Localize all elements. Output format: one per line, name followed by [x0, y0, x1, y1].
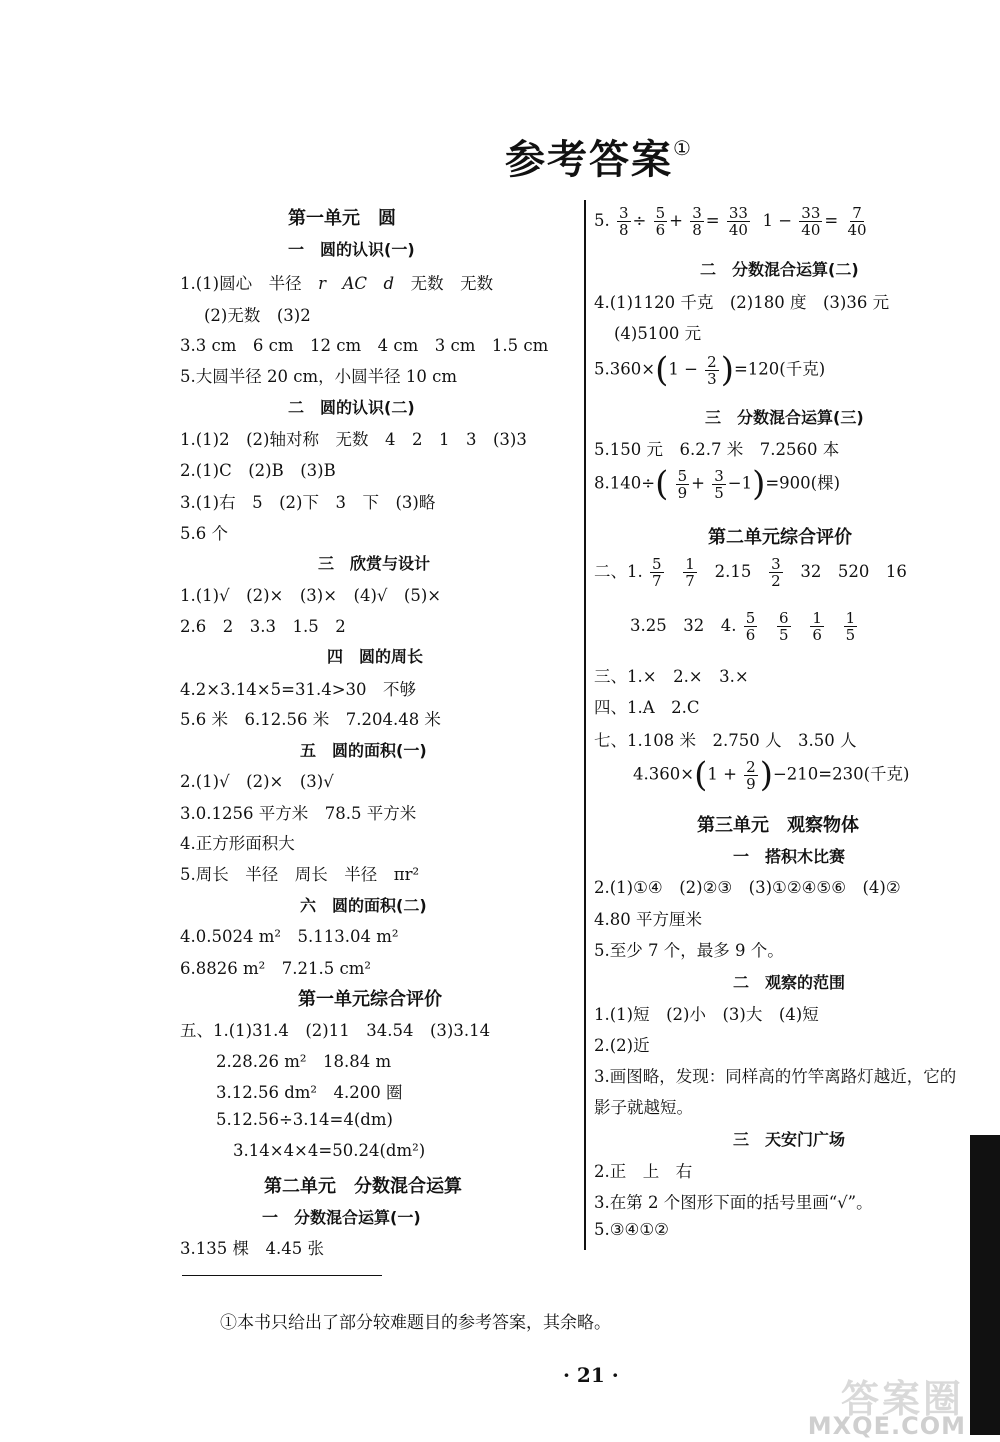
section-title: 一 分数混合运算(一) — [262, 1208, 421, 1227]
answer-line: 5.周长 半径 周长 半径 πr² — [180, 865, 420, 884]
eval2-title: 第二单元综合评价 — [708, 527, 852, 548]
answer-line: 三、1.× 2.× 3.× — [594, 667, 749, 686]
answer-line: 四、1.A 2.C — [594, 698, 700, 717]
answer-line: 2.(1)①④ (2)②③ (3)①②④⑤⑥ (4)② — [594, 878, 901, 897]
answer-line: 5.6 米 6.12.56 米 7.204.48 米 — [180, 710, 441, 729]
answer-line: 2.(1)C (2)B (3)B — [180, 461, 336, 480]
title-footnote-mark: ① — [673, 135, 693, 160]
footnote: ①本书只给出了部分较难题目的参考答案，其余略。 — [220, 1313, 611, 1333]
section-title: 五 圆的面积(一) — [300, 741, 427, 760]
answer-line: 3.25 32 4. $\frac{5}{6}$ $\frac{6}{5}$ $\frac{1}{6}$ $\frac{1}{5}$ — [630, 609, 856, 644]
eval1-title: 第一单元综合评价 — [298, 989, 442, 1010]
section-title: 一 搭积木比赛 — [733, 847, 846, 866]
answer-line: 2.(1)√ (2)× (3)√ — [180, 772, 334, 791]
answer-line: 5.12.56÷3.14=4(dm) — [216, 1110, 393, 1129]
answer-line: 4.2×3.14×5=31.4>30 不够 — [180, 680, 417, 699]
fraction: $\frac{33}{40}$ — [801, 204, 821, 239]
answer-line: 3.在第 2 个图形下面的括号里画“√”。 — [594, 1193, 873, 1212]
answer-line: 4.360×(1 + $\frac{2}{9}$ )−210=230(千克) — [633, 755, 910, 795]
answer-line: 4.正方形面积大 — [180, 834, 295, 853]
answer-line: 5. $\frac{3}{8}$ ÷ $\frac{5}{6}$ + $\frac{3}{8}$ = $\frac{33}{40}$ 1 − $\frac{33}{40}$ = $\frac{7}{40}$ — [594, 204, 867, 239]
answer-line: 3.12.56 dm² 4.200 圈 — [216, 1083, 403, 1102]
answer-line: 5.360×(1 − $\frac{2}{3}$ )=120(千克) — [594, 350, 826, 390]
page-number: · 21 · — [563, 1363, 619, 1387]
answer-line: 2.正 上 右 — [594, 1162, 693, 1181]
answer-line: 3.14×4×4=50.24(dm²) — [233, 1141, 426, 1160]
fraction: $\frac{7}{40}$ — [847, 204, 867, 239]
fraction: $\frac{3}{8}$ — [692, 204, 702, 239]
page-title: 参考答案① — [505, 135, 693, 183]
answer-line: 3.135 棵 4.45 张 — [180, 1239, 324, 1258]
watermark-logo: 答案圈 — [840, 1377, 964, 1421]
answer-line: 4.80 平方厘米 — [594, 910, 702, 929]
fraction: $\frac{6}{5}$ — [779, 609, 789, 644]
answer-line: 3.3 cm 6 cm 12 cm 4 cm 3 cm 1.5 cm — [180, 336, 549, 355]
fraction: $\frac{1}{7}$ — [685, 555, 695, 590]
page-edge-shadow — [970, 1135, 1000, 1435]
section-title: 四 圆的周长 — [327, 647, 424, 666]
answer-line: 2.(2)近 — [594, 1036, 650, 1055]
fraction: $\frac{3}{2}$ — [771, 555, 781, 590]
answer-line: 五、1.(1)31.4 (2)11 34.54 (3)3.14 — [180, 1021, 491, 1040]
answer-line: 2.6 2 3.3 1.5 2 — [180, 617, 346, 636]
answer-line: (4)5100 元 — [614, 324, 702, 343]
fraction: $\frac{5}{6}$ — [745, 609, 756, 644]
fraction: $\frac{5}{6}$ — [655, 204, 666, 239]
answer-line: 4.(1)1120 千克 (2)180 度 (3)36 元 — [594, 293, 890, 312]
fraction: $\frac{2}{3}$ — [707, 352, 717, 388]
fraction: $\frac{2}{9}$ — [746, 757, 756, 793]
fraction: $\frac{3}{5}$ — [714, 466, 724, 502]
answer-line: 1.(1)√ (2)× (3)× (4)√ (5)× — [180, 586, 442, 605]
answer-line: 6.8826 m² 7.21.5 cm² — [180, 959, 371, 978]
answer-line: 七、1.108 米 2.750 人 3.50 人 — [594, 731, 857, 750]
answer-line: 8.140÷( $\frac{5}{9}$ + $\frac{3}{5}$ −1)=900(棵) — [594, 464, 841, 504]
answer-line: 影子就越短。 — [594, 1098, 693, 1117]
answer-line: 3.画图略，发现：同样高的竹竿离路灯越近，它的 — [594, 1067, 957, 1086]
answer-line: 二、1. $\frac{5}{7}$ $\frac{1}{7}$ 2.15 $\frac{3}{2}$ 32 520 16 — [594, 555, 907, 590]
section-title: 二 分数混合运算(二) — [700, 260, 859, 279]
unit3-title: 第三单元 观察物体 — [697, 815, 859, 836]
answer-line: 3.(1)右 5 (2)下 3 下 (3)略 — [180, 493, 436, 512]
answer-line: 5.大圆半径 20 cm，小圆半径 10 cm — [180, 367, 457, 386]
column-divider — [584, 200, 586, 1250]
answer-line: 2.28.26 m² 18.84 m — [216, 1052, 392, 1071]
fraction: $\frac{1}{5}$ — [845, 609, 856, 644]
fraction: $\frac{5}{9}$ — [677, 466, 688, 502]
section-title: 三 欣赏与设计 — [318, 554, 431, 573]
watermark-url: MXQE.COM — [807, 1412, 966, 1440]
answer-line: 5.至少 7 个，最多 9 个。 — [594, 941, 784, 960]
section-title: 一 圆的认识(一) — [288, 240, 415, 259]
footnote-rule — [182, 1275, 382, 1276]
answer-line: 1.(1)圆心 半径 r AC d 无数 无数 — [180, 274, 494, 293]
section-title: 二 观察的范围 — [733, 973, 846, 992]
answer-line: 1.(1)短 (2)小 (3)大 (4)短 — [594, 1005, 819, 1024]
answer-line: 5.③④①② — [594, 1220, 669, 1239]
answer-line: 5.150 元 6.2.7 米 7.2560 本 — [594, 440, 840, 459]
fraction: $\frac{1}{6}$ — [812, 609, 822, 644]
answer-line: 5.6 个 — [180, 524, 228, 543]
section-title: 三 分数混合运算(三) — [705, 408, 864, 427]
answer-line: (2)无数 (3)2 — [204, 306, 311, 325]
section-title: 三 天安门广场 — [733, 1130, 846, 1149]
section-title: 二 圆的认识(二) — [288, 398, 415, 417]
unit2-title: 第二单元 分数混合运算 — [264, 1176, 462, 1197]
unit1-title: 第一单元 圆 — [288, 208, 396, 229]
section-title: 六 圆的面积(二) — [300, 896, 427, 915]
answer-line: 4.0.5024 m² 5.113.04 m² — [180, 927, 399, 946]
fraction: $\frac{5}{7}$ — [652, 555, 662, 590]
fraction: $\frac{3}{8}$ — [619, 204, 629, 239]
answer-line: 3.0.1256 平方米 78.5 平方米 — [180, 804, 417, 823]
answer-line: 1.(1)2 (2)轴对称 无数 4 2 1 3 (3)3 — [180, 430, 527, 449]
fraction: $\frac{33}{40}$ — [728, 204, 748, 239]
